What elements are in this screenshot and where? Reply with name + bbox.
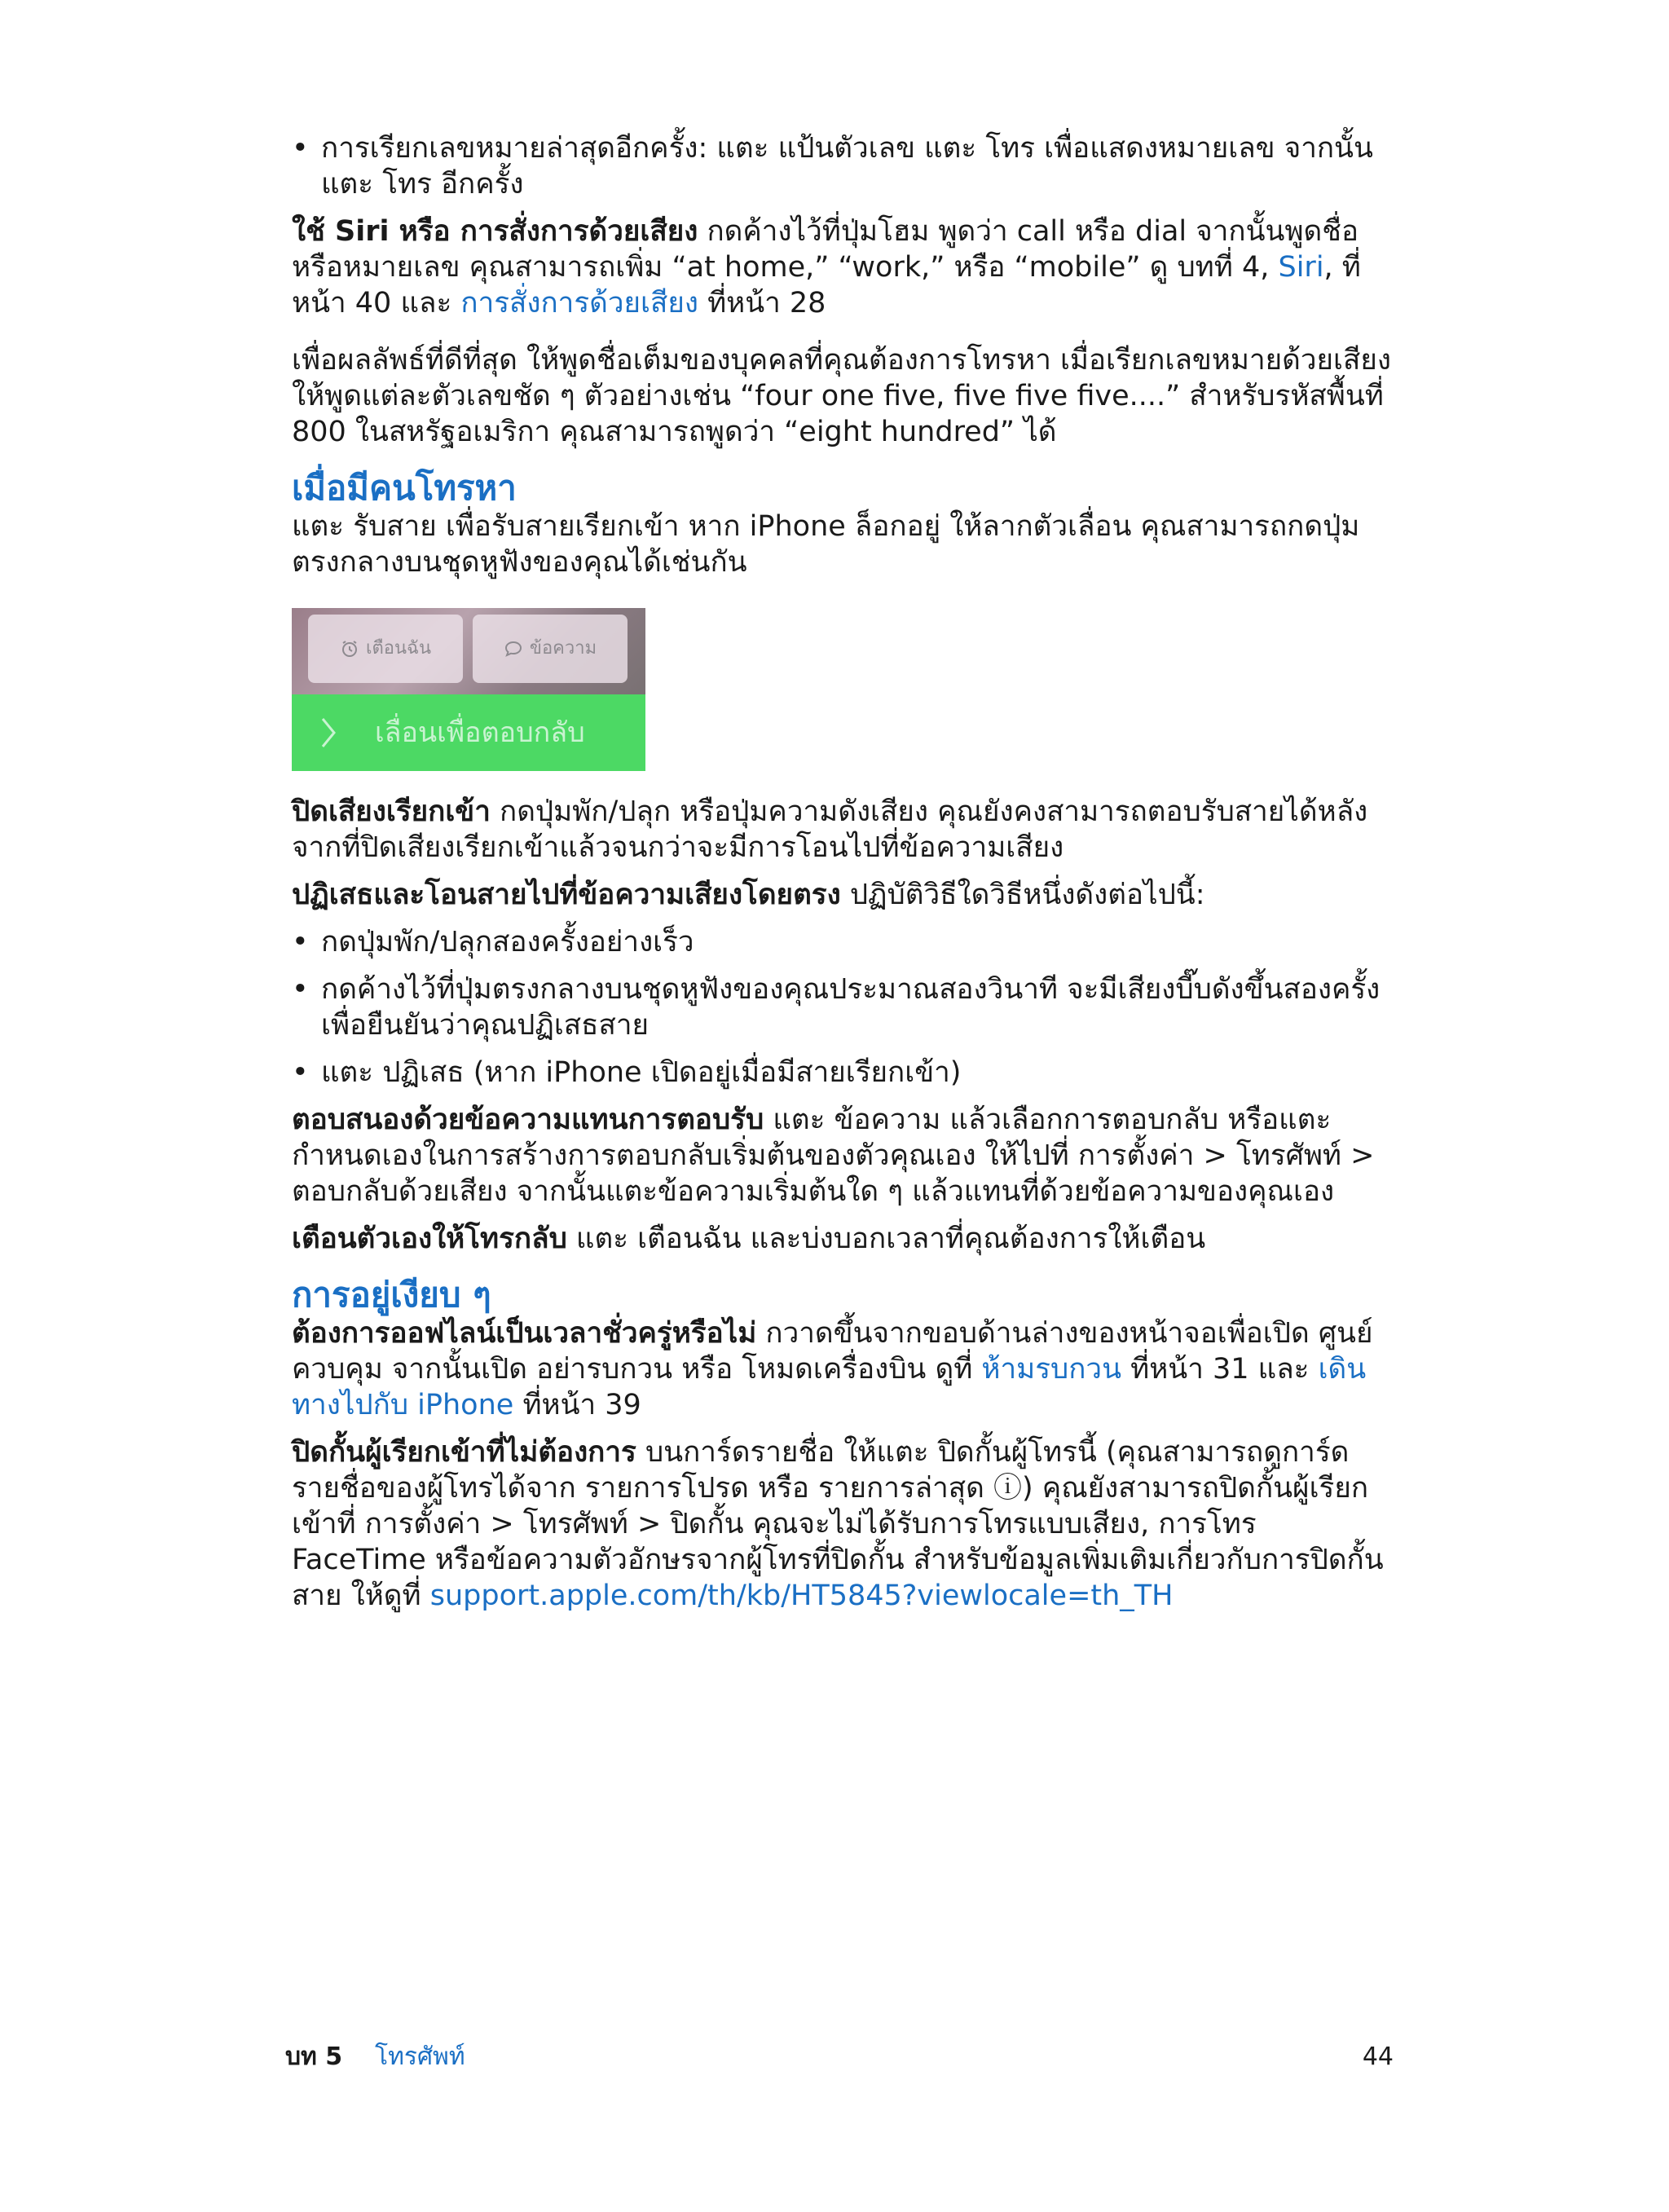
paragraph-answer: แตะ รับสาย เพื่อรับสายเรียกเข้า หาก iPhone ล็อกอยู่ ให้ลากตัวเลื่อน คุณสามารถกดปุ่มตรงกลางบนชุดหูฟังของคุณได้เช่นกัน — [292, 510, 1360, 579]
link-do-not-disturb[interactable]: ห้ามรบกวน — [981, 1353, 1121, 1386]
incoming-call-screenshot — [292, 608, 645, 771]
paragraph-best-results: เพื่อผลลัพธ์ที่ดีที่สุด ให้พูดชื่อเต็มของบุคคลที่คุณต้องการโทรหา เมื่อเรียกเลขหมายด้วยเสียง ให้พูดแต่ละตัวเลขชัด ๆ ตัวอย่างเช่น “four one five, five five five....” สำหรับรหัสพื้นที่ 800 ในสหรัฐอเมริกา คุณสามารถพูดว่า “eight hundred” ได้ — [292, 344, 1391, 448]
alarm-clock-icon — [340, 639, 359, 659]
paragraph-decline: ปฏิเสธและโอนสายไปที่ข้อความเสียงโดยตรง ปฏิบัติวิธีใดวิธีหนึ่งดังต่อไปนี้: — [292, 879, 1205, 911]
bullet-redial: • การเรียกเลขหมายล่าสุดอีกครั้ง: แตะ แป้นตัวเลข แตะ โทร เพื่อแสดงหมายเลข จากนั้นแตะ โทร อีกครั้ง — [292, 130, 1392, 202]
link-travel-iphone[interactable]: เดินทางไปกับ iPhone — [292, 1353, 1367, 1421]
message-button — [473, 615, 628, 683]
speech-bubble-icon — [504, 639, 523, 659]
paragraph-offline: ต้องการออฟไลน์เป็นเวลาชั่วครู่หรือไม่ กวาดขึ้นจากขอบด้านล่างของหน้าจอเพื่อเปิด ศูนย์ควบคุม จากนั้นเปิด อย่ารบกวน หรือ โหมดเครื่องบิน ดูที่ ห้ามรบกวน ที่หน้า 31 และ เดินทางไปกับ iPhone ที่หน้า 39 — [292, 1317, 1373, 1421]
paragraph-remind-me: เตือนตัวเองให้โทรกลับ แตะ เตือนฉัน และบ่งบอกเวลาที่คุณต้องการให้เตือน — [292, 1223, 1206, 1255]
remind-me-button — [308, 615, 463, 683]
link-voice-control[interactable]: การสั่งการด้วยเสียง — [460, 287, 698, 319]
slide-to-reply-label: เลื่อนเพื่อตอบกลับ — [375, 716, 585, 749]
paragraph-silence: ปิดเสียงเรียกเข้า กดปุ่มพัก/ปลุก หรือปุ่มความดังเสียง คุณยังคงสามารถตอบรับสายได้หลังจากที่ปิดเสียงเรียกเข้าแล้วจนกว่าจะมีการโอนไปที่ข้อความเสียง — [292, 795, 1368, 864]
remind-me-label: เตือนฉัน — [365, 638, 432, 659]
link-siri[interactable]: Siri — [1278, 251, 1324, 284]
chevron-right-icon — [310, 694, 347, 771]
info-icon: ⓘ — [993, 1472, 1022, 1505]
bullet-sleep-twice: • กดปุ่มพัก/ปลุกสองครั้งอย่างเร็ว — [292, 924, 1392, 960]
paragraph-siri-voice: ใช้ Siri หรือ การสั่งการด้วยเสียง กดค้างไว้ที่ปุ่มโฮม พูดว่า call หรือ dial จากนั้นพูดชื่อหรือหมายเลข คุณสามารถเพิ่ม “at home,” “work,” หรือ “mobile” ดู บทที่ 4, Siri, ที่หน้า 40 และ การสั่งการด้วยเสียง ที่หน้า 28 — [292, 215, 1361, 319]
bullet-tap-decline: • แตะ ปฏิเสธ (หาก iPhone เปิดอยู่เมื่อมีสายเรียกเข้า) — [292, 1055, 1392, 1091]
bullet-headset-hold: • กดค้างไว้ที่ปุ่มตรงกลางบนชุดหูฟังของคุณประมาณสองวินาที จะมีเสียงบี๊บดังขึ้นสองครั้งเพื่อยืนยันว่าคุณปฏิเสธสาย — [292, 972, 1392, 1043]
page-body — [292, 130, 1392, 1625]
chapter-title-link[interactable]: โทรศัพท์ — [375, 2042, 465, 2071]
link-support-url[interactable]: support.apple.com/th/kb/HT5845?viewlocale=th_TH — [429, 1580, 1174, 1612]
page-number: 44 — [1362, 2042, 1394, 2071]
paragraph-reply-text: ตอบสนองด้วยข้อความแทนการตอบรับ แตะ ข้อความ แล้วเลือกการตอบกลับ หรือแตะ กำหนดเองในการสร้างการตอบกลับเริ่มต้นของตัวคุณเอง ให้ไปที่ การตั้งค่า > โทรศัพท์ > ตอบกลับด้วยเสียง จากนั้นแตะข้อความเริ่มต้นใด ๆ แล้วแทนที่ด้วยข้อความของคุณเอง — [292, 1104, 1375, 1208]
chapter-number: บท 5 — [285, 2042, 343, 2071]
message-label: ข้อความ — [529, 638, 597, 659]
term-siri-voice: ใช้ Siri หรือ การสั่งการด้วยเสียง — [292, 215, 698, 248]
heading-quiet: การอยู่เงียบ ๆ — [292, 1275, 491, 1315]
paragraph-block-callers: ปิดกั้นผู้เรียกเข้าที่ไม่ต้องการ บนการ์ดรายชื่อ ให้แตะ ปิดกั้นผู้โทรนี้ (คุณสามารถดูการ์ดรายชื่อของผู้โทรได้จาก รายการโปรด หรือ รายการล่าสุด ⓘ) คุณยังสามารถปิดกั้นผู้เรียกเข้าที่ การตั้งค่า > โทรศัพท์ > ปิดกั้น คุณจะไม่ได้รับการโทรแบบเสียง, การโทร FaceTime หรือข้อความตัวอักษรจากผู้โทรที่ปิดกั้น สำหรับข้อมูลเพิ่มเติมเกี่ยวกับการปิดกั้นสาย ให้ดูที่ support.apple.com/th/kb/HT5845?viewlocale=th_TH — [292, 1436, 1384, 1612]
heading-incoming-call: เมื่อมีคนโทรหา — [292, 468, 517, 508]
slide-to-reply-bar — [292, 694, 645, 771]
